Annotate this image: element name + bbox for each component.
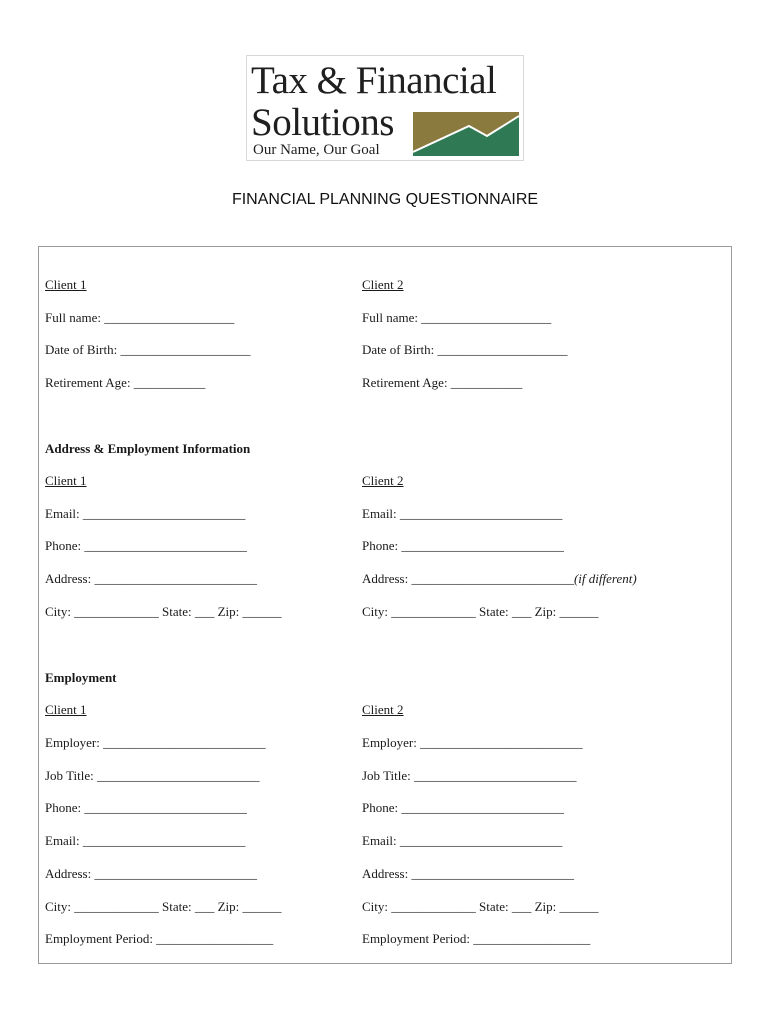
client2-work-city-state-zip-field[interactable]: City: _____________ State: ___ Zip: ______ — [362, 899, 599, 914]
client2-address-label: Address: _________________________ — [362, 571, 574, 586]
client1-retirement-age-field[interactable]: Retirement Age: ___________ — [45, 375, 206, 390]
company-logo — [246, 55, 524, 161]
client2-work-address-field[interactable]: Address: _________________________ — [362, 866, 574, 881]
employment-client1-heading: Client 1 — [45, 702, 87, 717]
client1-employer-field[interactable]: Employer: _________________________ — [45, 735, 266, 750]
client2-phone-field[interactable]: Phone: _________________________ — [362, 538, 564, 553]
client2-employer-field[interactable]: Employer: _________________________ — [362, 735, 583, 750]
client2-city-state-zip-field[interactable]: City: _____________ State: ___ Zip: ______ — [362, 604, 599, 619]
address-section-heading: Address & Employment Information — [45, 441, 251, 456]
logo-line-1: Tax & Financial — [251, 59, 497, 102]
client1-full-name-field[interactable]: Full name: ____________________ — [45, 310, 235, 325]
client1-work-phone-field[interactable]: Phone: _________________________ — [45, 800, 247, 815]
client1-phone-field[interactable]: Phone: _________________________ — [45, 538, 247, 553]
address-client1-heading: Client 1 — [45, 473, 87, 488]
client1-job-title-field[interactable]: Job Title: _________________________ — [45, 768, 260, 783]
client2-heading: Client 2 — [362, 277, 404, 292]
document-title: FINANCIAL PLANNING QUESTIONNAIRE — [231, 191, 539, 208]
client2-dob-field[interactable]: Date of Birth: ____________________ — [362, 342, 568, 357]
client1-heading: Client 1 — [45, 277, 87, 292]
client1-email-field[interactable]: Email: _________________________ — [45, 506, 246, 521]
logo-chart-icon — [413, 112, 519, 156]
client1-employment-period-field[interactable]: Employment Period: __________________ — [45, 931, 274, 946]
client1-work-email-field[interactable]: Email: _________________________ — [45, 833, 246, 848]
client2-employment-period-field[interactable]: Employment Period: __________________ — [362, 931, 591, 946]
employment-section-heading: Employment — [45, 670, 117, 685]
client2-job-title-field[interactable]: Job Title: _________________________ — [362, 768, 577, 783]
client2-work-email-field[interactable]: Email: _________________________ — [362, 833, 563, 848]
client1-address-field[interactable]: Address: _________________________ — [45, 571, 257, 586]
client2-work-phone-field[interactable]: Phone: _________________________ — [362, 800, 564, 815]
logo-line-2: Solutions — [251, 101, 394, 144]
client2-full-name-field[interactable]: Full name: ____________________ — [362, 310, 552, 325]
logo-tagline: Our Name, Our Goal — [253, 142, 380, 158]
client2-address-field[interactable] — [362, 571, 637, 587]
client1-city-state-zip-field[interactable]: City: _____________ State: ___ Zip: ______ — [45, 604, 282, 619]
client2-retirement-age-field[interactable]: Retirement Age: ___________ — [362, 375, 523, 390]
employment-client2-heading: Client 2 — [362, 702, 404, 717]
address-client2-heading: Client 2 — [362, 473, 404, 488]
if-different-note: (if different) — [573, 571, 637, 586]
client2-email-field[interactable]: Email: _________________________ — [362, 506, 563, 521]
client1-dob-field[interactable]: Date of Birth: ____________________ — [45, 342, 251, 357]
client1-work-city-state-zip-field[interactable]: City: _____________ State: ___ Zip: ______ — [45, 899, 282, 914]
client1-work-address-field[interactable]: Address: _________________________ — [45, 866, 257, 881]
